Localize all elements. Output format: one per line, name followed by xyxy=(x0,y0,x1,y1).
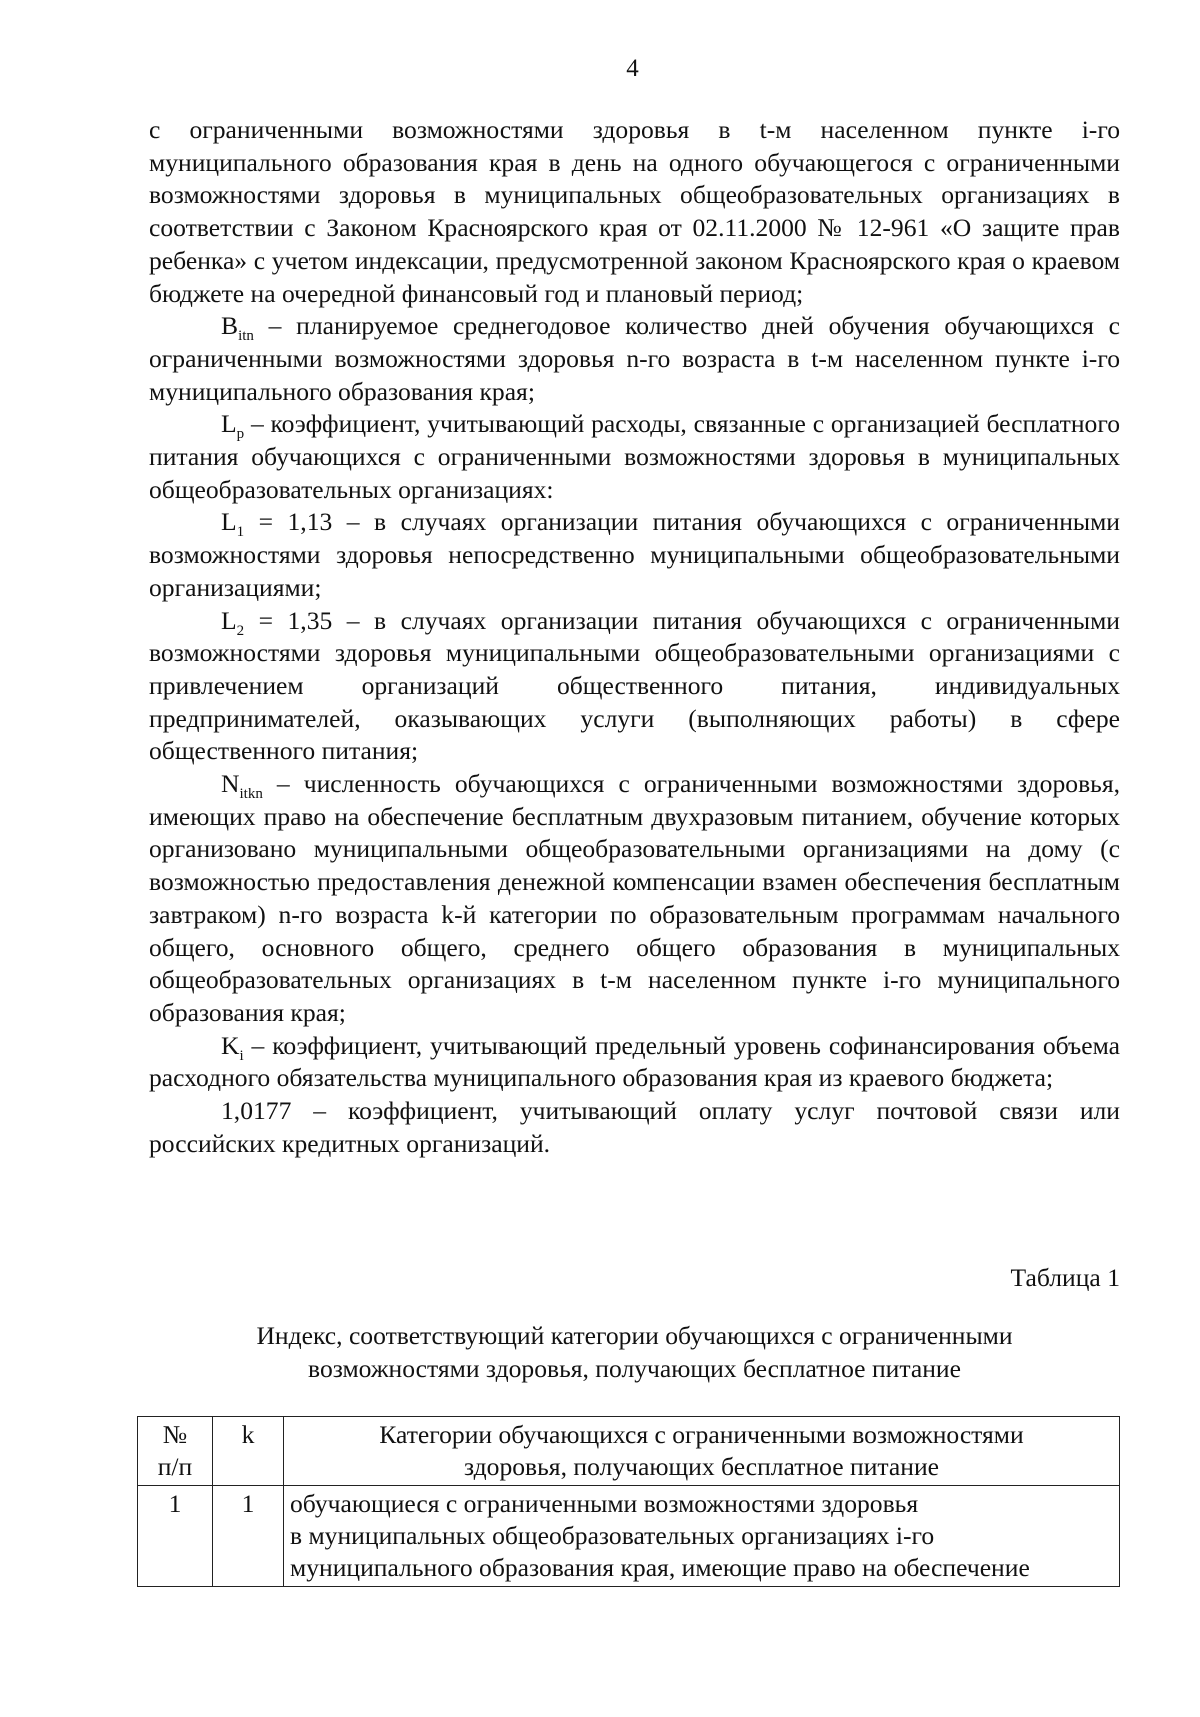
paragraph-text: = 1,13 – в случаях организации питания обучающихся с ограниченными возможностями здоровья непосредственно муниципальными общеобразовательными организациями; xyxy=(149,507,1120,602)
category-index-table xyxy=(137,1416,1120,1587)
header-category xyxy=(284,1417,1120,1486)
term-symbol: N xyxy=(221,769,240,799)
header-number-line: п/п xyxy=(157,1452,193,1481)
table-caption-line: возможностями здоровья, получающих бесплатное питание xyxy=(308,1353,961,1383)
cell-category-line: в муниципальных общеобразовательных организациях i-го xyxy=(290,1521,935,1550)
paragraph-n-itkn xyxy=(149,768,1120,1030)
table-label: Таблица 1 xyxy=(1010,1263,1120,1292)
term-symbol: B xyxy=(221,311,239,341)
paragraph-l-2 xyxy=(149,605,1120,769)
term-symbol: L xyxy=(221,507,237,537)
term-b-itn xyxy=(221,311,254,345)
paragraph-text: – коэффициент, учитывающий предельный уровень софинансирования объема расходного обязательства муниципального образования края из краевого бюджета; xyxy=(149,1030,1120,1093)
term-n-itkn xyxy=(221,769,263,803)
paragraph-b-itn xyxy=(149,310,1120,408)
term-l-2 xyxy=(221,605,245,639)
table-header-row xyxy=(138,1417,1120,1486)
term-subscript: itkn xyxy=(239,786,263,803)
paragraph-continuation: с ограниченными возможностями здоровья в t-м населенном пункте i-го муниципального образования края в день на одного обучающегося с ограниченными возможностями здоровья в муниципальных общеобразовательных организациях в соответствии с Законом Красноярского края от 02.11.2000 № 12-961 «О защите прав ребенка» с учетом индексации, предусмотренной законом Красноярского края о краевом бюджете на очередной финансовый год и плановый период; xyxy=(149,115,1120,308)
table-row xyxy=(138,1486,1120,1587)
table-caption xyxy=(149,1320,1120,1385)
paragraph-text: = 1,35 – в случаях организации питания обучающихся с ограниченными возможностями здоровья муниципальными общеобразовательными организациями с привлечением организаций общественного питания, индивидуальных предпринимателей, оказывающих услуги (выполняющих работы) в сфере общественного питания; xyxy=(149,605,1120,766)
paragraph-l-1 xyxy=(149,506,1120,604)
cell-category-line: муниципального образования края, имеющие право на обеспечение xyxy=(290,1553,1030,1582)
header-category-line: здоровья, получающих бесплатное питание xyxy=(463,1452,940,1481)
header-number-line: № xyxy=(162,1420,188,1449)
paragraph-k-i xyxy=(149,1030,1120,1095)
term-symbol: L xyxy=(221,605,237,635)
term-subscript: itn xyxy=(238,328,254,345)
header-number xyxy=(138,1417,213,1486)
term-l-p xyxy=(221,409,245,443)
cell-k: 1 xyxy=(213,1486,284,1587)
term-symbol: L xyxy=(221,409,237,439)
page-number: 4 xyxy=(626,55,639,82)
term-symbol: K xyxy=(221,1030,240,1060)
term-subscript: i xyxy=(239,1047,244,1064)
term-subscript: p xyxy=(236,426,245,443)
header-category-line: Категории обучающихся с ограниченными возможностями xyxy=(379,1420,1024,1449)
cell-category-line: обучающиеся с ограниченными возможностями здоровья xyxy=(290,1489,919,1518)
cell-number: 1 xyxy=(138,1486,213,1587)
paragraph-text: – планируемое среднегодовое количество дней обучения обучающихся с ограниченными возможностями здоровья n-го возраста в t-м населенном пункте i-го муниципального образования края; xyxy=(149,311,1120,406)
term-k-i xyxy=(221,1030,244,1064)
paragraph-l-p xyxy=(149,408,1120,506)
term-subscript: 1 xyxy=(236,524,245,541)
header-k: k xyxy=(213,1417,284,1486)
document-body xyxy=(149,114,1120,1161)
table-caption-line: Индекс, соответствующий категории обучающихся с ограниченными xyxy=(256,1321,1013,1350)
term-subscript: 2 xyxy=(236,622,245,639)
paragraph-text: – численность обучающихся с ограниченными возможностями здоровья, имеющих право на обеспечение бесплатным двухразовым питанием, обучение которых организовано муниципальными общеобразовательными организациями на дому (с возможностью предоставления денежной компенсации взамен обеспечения бесплатным завтраком) n-го возраста k-й категории по образовательным программам начального общего, основного общего, среднего общего образования в муниципальных общеобразовательных организациях в t-м населенном пункте i-го муниципального образования края; xyxy=(149,769,1120,1027)
paragraph-coefficient-postal: 1,0177 – коэффициент, учитывающий оплату услуг почтовой связи или российских кредитных организаций. xyxy=(149,1096,1120,1158)
cell-category xyxy=(284,1486,1120,1587)
paragraph-text: – коэффициент, учитывающий расходы, связанные с организацией бесплатного питания обучающихся с ограниченными возможностями здоровья в муниципальных общеобразовательных организациях: xyxy=(149,409,1120,504)
table-container xyxy=(137,1416,1120,1587)
term-l-1 xyxy=(221,507,245,541)
